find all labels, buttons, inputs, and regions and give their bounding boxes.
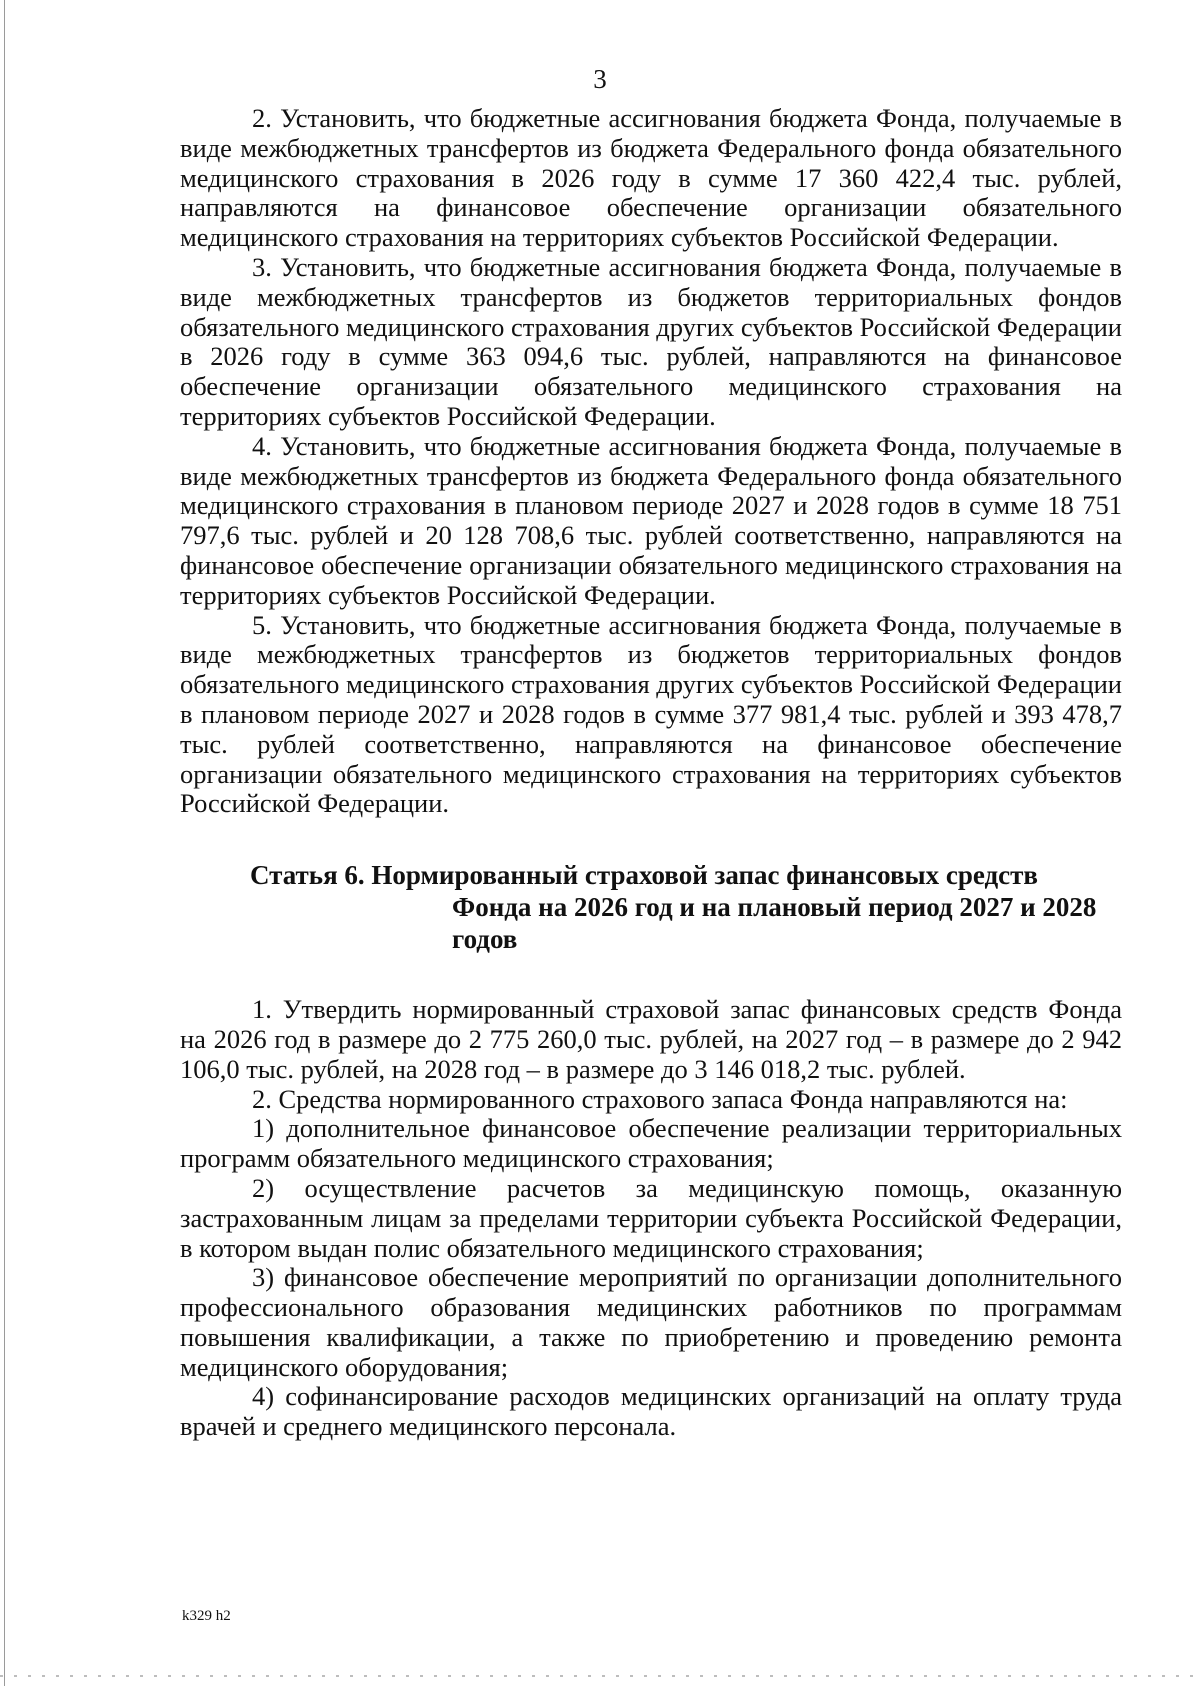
article6-item-1: 1) дополнительное финансовое обеспечение реализации территориальных программ обязательного медицинского страхования; xyxy=(180,1113,1122,1174)
paragraph-5: 5. Установить, что бюджетные ассигнования бюджета Фонда, получаемые в виде межбюджетных трансфертов из бюджетов территориальных фондов обязательного медицинского страхования других субъектов Российской Федерации в плановом периоде 2027 и 2028 годов в сумме 377 981,4 тыс. рублей и 393 478,7 тыс. рублей соответственно, направляются на финансовое обеспечение организации обязательного медицинского страхования на территориях субъектов Российской Федерации. xyxy=(180,609,1122,819)
article6-paragraph-2: 2. Средства нормированного страхового запаса Фонда направляются на: xyxy=(252,1083,1068,1114)
article-heading-line1: Статья 6. Нормированный страховой запас финансовых средств xyxy=(250,860,1038,891)
document-body xyxy=(180,104,1122,1442)
paragraph-4: 4. Установить, что бюджетные ассигнования бюджета Фонда, получаемые в виде межбюджетных трансфертов из бюджета Федерального фонда обязательного медицинского страхования в плановом периоде 2027 и 2028 годов в сумме 18 751 797,6 тыс. рублей и 20 128 708,6 тыс. рублей соответственно, направляются на финансовое обеспечение организации обязательного медицинского страхования на территориях субъектов Российской Федерации. xyxy=(180,430,1122,610)
page-number: 3 xyxy=(593,64,607,94)
article6-item-3: 3) финансовое обеспечение мероприятий по организации дополнительного профессионального образования медицинских работников по программам повышения квалификации, а также по приобретению и проведению ремонта медицинского оборудования; xyxy=(180,1262,1122,1382)
article6-item-2: 2) осуществление расчетов за медицинскую помощь, оказанную застрахованным лицам за пределами территории субъекта Российской Федерации, в котором выдан полис обязательного медицинского страхования; xyxy=(180,1172,1122,1263)
scan-bottom-artifact xyxy=(0,1675,1200,1677)
footer-code: k329 h2 xyxy=(182,1608,231,1624)
article-heading-line2: Фонда на 2026 год и на плановый период 2027 и 2028 годов xyxy=(452,892,1097,955)
scan-margin-line xyxy=(4,0,5,1686)
article-heading xyxy=(180,859,1122,955)
paragraph-2: 2. Установить, что бюджетные ассигнования бюджета Фонда, получаемые в виде межбюджетных трансфертов из бюджета Федерального фонда обязательного медицинского страхования в 2026 году в сумме 17 360 422,4 тыс. рублей, направляются на финансовое обеспечение организации обязательного медицинского страхования на территориях субъектов Российской Федерации. xyxy=(180,103,1122,253)
article6-item-4: 4) софинансирование расходов медицинских организаций на оплату труда врачей и среднего медицинского персонала. xyxy=(180,1381,1122,1442)
paragraph-3: 3. Установить, что бюджетные ассигнования бюджета Фонда, получаемые в виде межбюджетных трансфертов из бюджетов территориальных фондов обязательного медицинского страхования других субъектов Российской Федерации в 2026 году в сумме 363 094,6 тыс. рублей, направляются на финансовое обеспечение организации обязательного медицинского страхования на территориях субъектов Российской Федерации. xyxy=(180,251,1122,431)
article6-paragraph-1: 1. Утвердить нормированный страховой запас финансовых средств Фонда на 2026 год в размере до 2 775 260,0 тыс. рублей, на 2027 год – в размере до 2 942 106,0 тыс. рублей, на 2028 год – в размере до 3 146 018,2 тыс. рублей. xyxy=(180,994,1122,1084)
